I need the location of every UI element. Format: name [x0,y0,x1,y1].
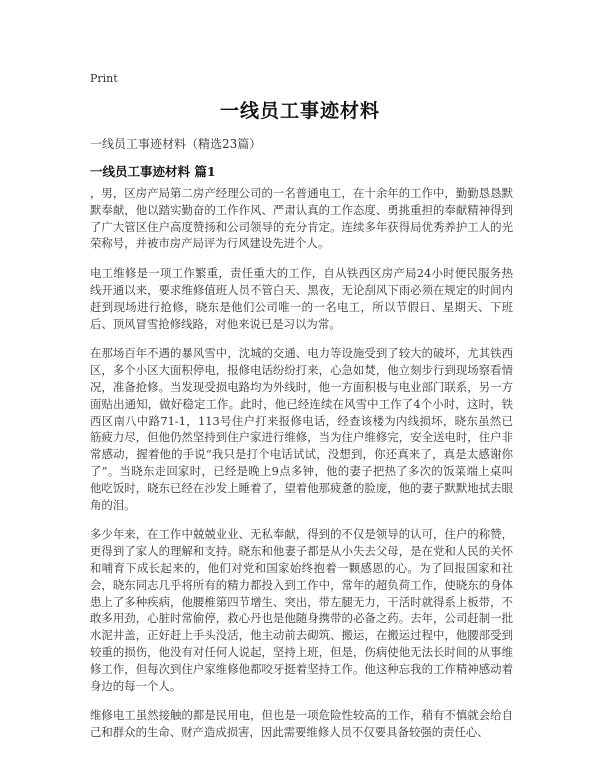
paragraph: 多少年来，在工作中兢兢业业、无私奉献，得到的不仅是领导的认可，住户的称赞，更得到了家人的理解和支持。晓东和他妻子都是从小失去父母，是在党和人民的关怀和哺育下成长起来的，他们对党和国家始终抱着一颗感恩的心。为了回报国家和社会，晓东同志几乎将所有的精力都投入到工作中，常年的超负荷工作，使晓东的身体患上了多种疾病，他腰椎第四节增生、突出，带左腿无力，干活时就得系上板带，不敢多用劲，心脏时常偷停，救心丹也是他随身携带的必备之药。去年，公司赶制一批水泥井盖，正好赶上手头没活，他主动前去砌筑、搬运，在搬运过程中，他腰部受到较重的损伤，他没有对任何人说起，坚持上班，但是，伤病使他无法长时间的从事维修工作，但每次到住户家维修他都咬牙挺着坚持工作。他这种忘我的工作精神感动着身边的每一个人。 [90,527,513,693]
print-link[interactable]: Print [90,72,118,85]
paragraph: 电工维修是一项工作繁重，责任重大的工作，自从铁西区房产局24小时便民服务热线开通以来，要求维修值班人员不管白天、黑夜，无论刮风下雨必须在规定的时间内赶到现场进行抢修，晓东是他们公司唯一的一名电工，所以节假日、星期天、下班后、顶风冒雪抢修线路，对他来说已是习以为常。 [90,266,513,331]
page-title: 一线员工事迹材料 [219,100,380,122]
paragraph: 维修电工虽然接触的都是民用电，但也是一项危险性较高的工作，稍有不慎就会给自己和群众的生命、财产造成损害，因此需要维修人员不仅要具备较强的责任心、 [90,708,513,740]
section-heading: 一线员工事迹材料 篇1 [90,164,216,179]
paragraph: 在那场百年不遇的暴风雪中，沈城的交通、电力等设施受到了较大的破坏，尤其铁西区，多个小区大面积停电，报修电话纷纷打来，心急如焚，他立刻步行到现场察看情况，准备抢修。当发现受损电路均为外线时，他一方面积极与电业部门联系，另一方面贴出通知，做好稳定工作。此时，他已经连续在风雪中工作了4个小时，这时，铁西区南八中路71-1，113号住户打来报修电话，经查该楼为内线损坏，晓东虽然已筋疲力尽，但他仍然坚持到住户家进行维修，当为住户维修完，安全送电时，住户非常感动，握着他的手说“我只是打个电话试试，没想到，你还真来了，真是太感谢你了”。当晓东走回家时，已经是晚上9点多钟，他的妻子把热了多次的饭菜端上桌叫他吃饭时，晓东已经在沙发上睡着了，望着他那疲惫的脸庞，他的妻子默默地拭去眼角的泪。 [90,346,513,512]
document-subtitle: 一线员工事迹材料（精选23篇） [90,137,262,151]
article-body [90,185,513,754]
paragraph: ，男，区房产局第二房产经理公司的一名普通电工，在十余年的工作中，勤勤恳恳默默奉献，他以踏实勤奋的工作作风、严肃认真的工作态度、勇挑重担的奉献精神得到了广大管区住户高度赞扬和公司领导的充分肯定。连续多年获得局优秀养护工人的光荣称号，并被市房产局评为行风建设先进个人。 [90,186,513,251]
